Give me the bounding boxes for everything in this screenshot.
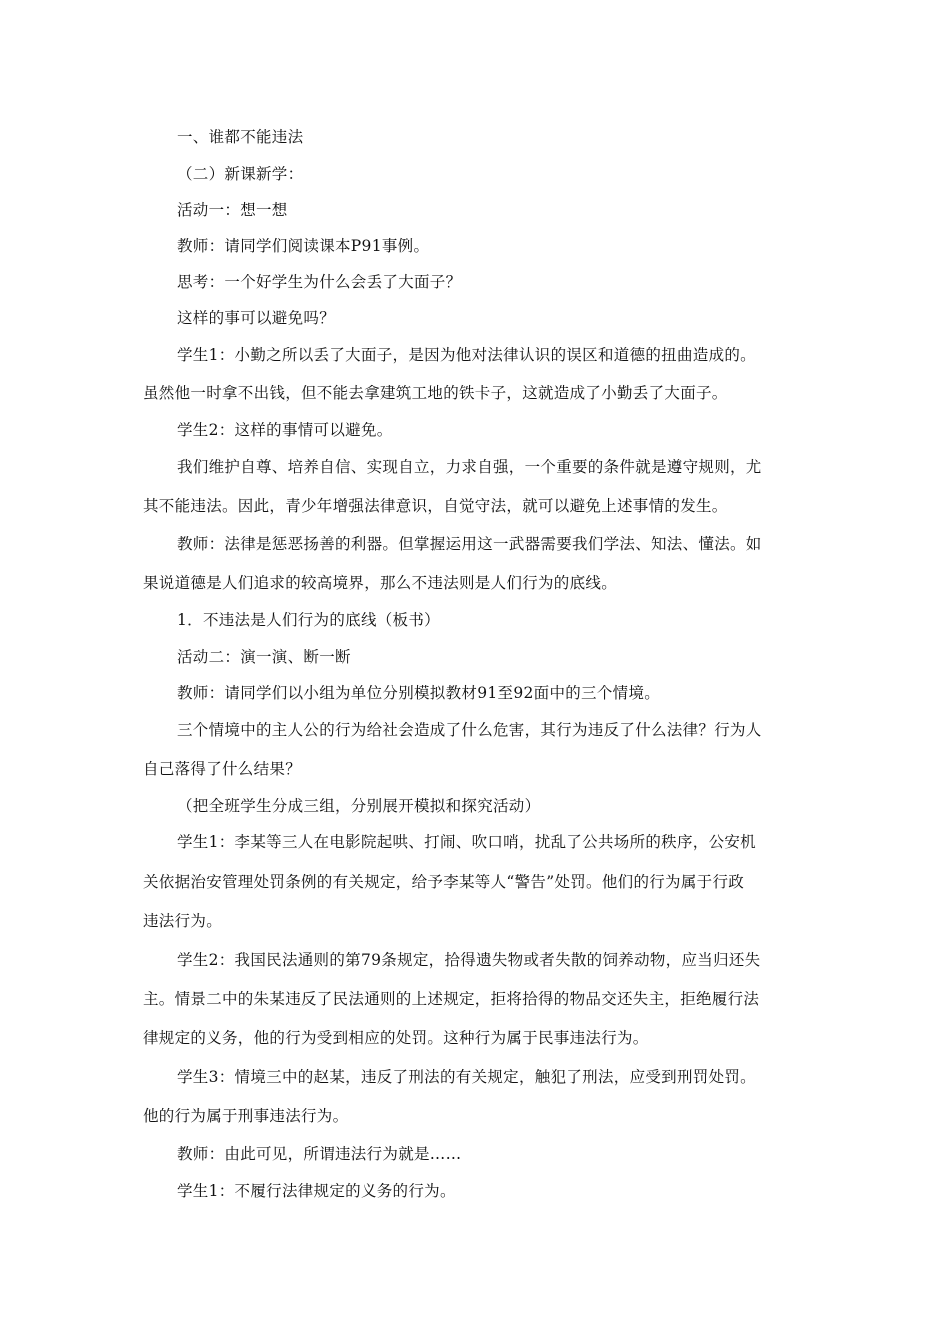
paragraph-line: 我们维护自尊、培养自信、实现自立，力求自强，一个重要的条件就是遵守规则，尤 xyxy=(177,458,762,476)
paragraph-line: 他的行为属于刑事违法行为。 xyxy=(143,1107,349,1125)
paragraph-line: 自己落得了什么结果？ xyxy=(143,760,302,778)
paragraph-line: 学生2：这样的事情可以避免。 xyxy=(177,421,393,439)
paragraph-line: 教师：由此可见，所谓违法行为就是…… xyxy=(177,1145,462,1163)
paragraph-line: 违法行为。 xyxy=(143,912,223,930)
paragraph-line: 思考：一个好学生为什么会丢了大面子？ xyxy=(177,273,462,291)
board-note: 1．不违法是人们行为的底线（板书） xyxy=(177,611,440,629)
paragraph-line: 学生1：李某等三人在电影院起哄、打闹、吹口哨，扰乱了公共场所的秩序，公安机 xyxy=(177,833,756,851)
paragraph-line: 其不能违法。因此，青少年增强法律意识，自觉守法，就可以避免上述事情的发生。 xyxy=(143,497,728,515)
paragraph-line: 教师：请同学们以小组为单位分别模拟教材91至92面中的三个情境。 xyxy=(177,684,661,702)
paragraph-line: 教师：法律是惩恶扬善的利器。但掌握运用这一武器需要我们学法、知法、懂法。如 xyxy=(177,535,762,553)
paragraph-line: 这样的事可以避免吗？ xyxy=(177,309,336,327)
paragraph-line: 学生2：我国民法通则的第79条规定，拾得遗失物或者失散的饲养动物，应当归还失 xyxy=(177,951,761,969)
paragraph-line: 律规定的义务，他的行为受到相应的处罚。这种行为属于民事违法行为。 xyxy=(143,1029,649,1047)
paragraph-line: （把全班学生分成三组，分别展开模拟和探究活动） xyxy=(177,797,541,815)
paragraph-line: 果说道德是人们追求的较高境界，那么不违法则是人们行为的底线。 xyxy=(143,574,618,592)
paragraph-line: 虽然他一时拿不出钱，但不能去拿建筑工地的铁卡子，这就造成了小勤丢了大面子。 xyxy=(143,384,728,402)
paragraph-line: 学生1：不履行法律规定的义务的行为。 xyxy=(177,1182,456,1200)
section-heading: 一、谁都不能违法 xyxy=(177,128,304,146)
paragraph-line: 学生3：情境三中的赵某，违反了刑法的有关规定，触犯了刑法，应受到刑罚处罚。 xyxy=(177,1068,756,1086)
paragraph-line: 主。情景二中的朱某违反了民法通则的上述规定，拒将拾得的物品交还失主，拒绝履行法 xyxy=(143,990,760,1008)
paragraph-line: 关依据治安管理处罚条例的有关规定，给予李某等人“警告”处罚。他们的行为属于行政 xyxy=(143,873,745,891)
activity-one-heading: 活动一：想一想 xyxy=(177,201,288,219)
paragraph-line: 三个情境中的主人公的行为给社会造成了什么危害，其行为违反了什么法律？行为人 xyxy=(177,721,762,739)
paragraph-line: 学生1：小勤之所以丢了大面子，是因为他对法律认识的误区和道德的扭曲造成的。 xyxy=(177,346,756,364)
paragraph-line: 教师：请同学们阅读课本P91事例。 xyxy=(177,237,430,255)
activity-two-heading: 活动二：演一演、断一断 xyxy=(177,648,351,666)
subsection-heading: （二）新课新学： xyxy=(177,165,304,183)
